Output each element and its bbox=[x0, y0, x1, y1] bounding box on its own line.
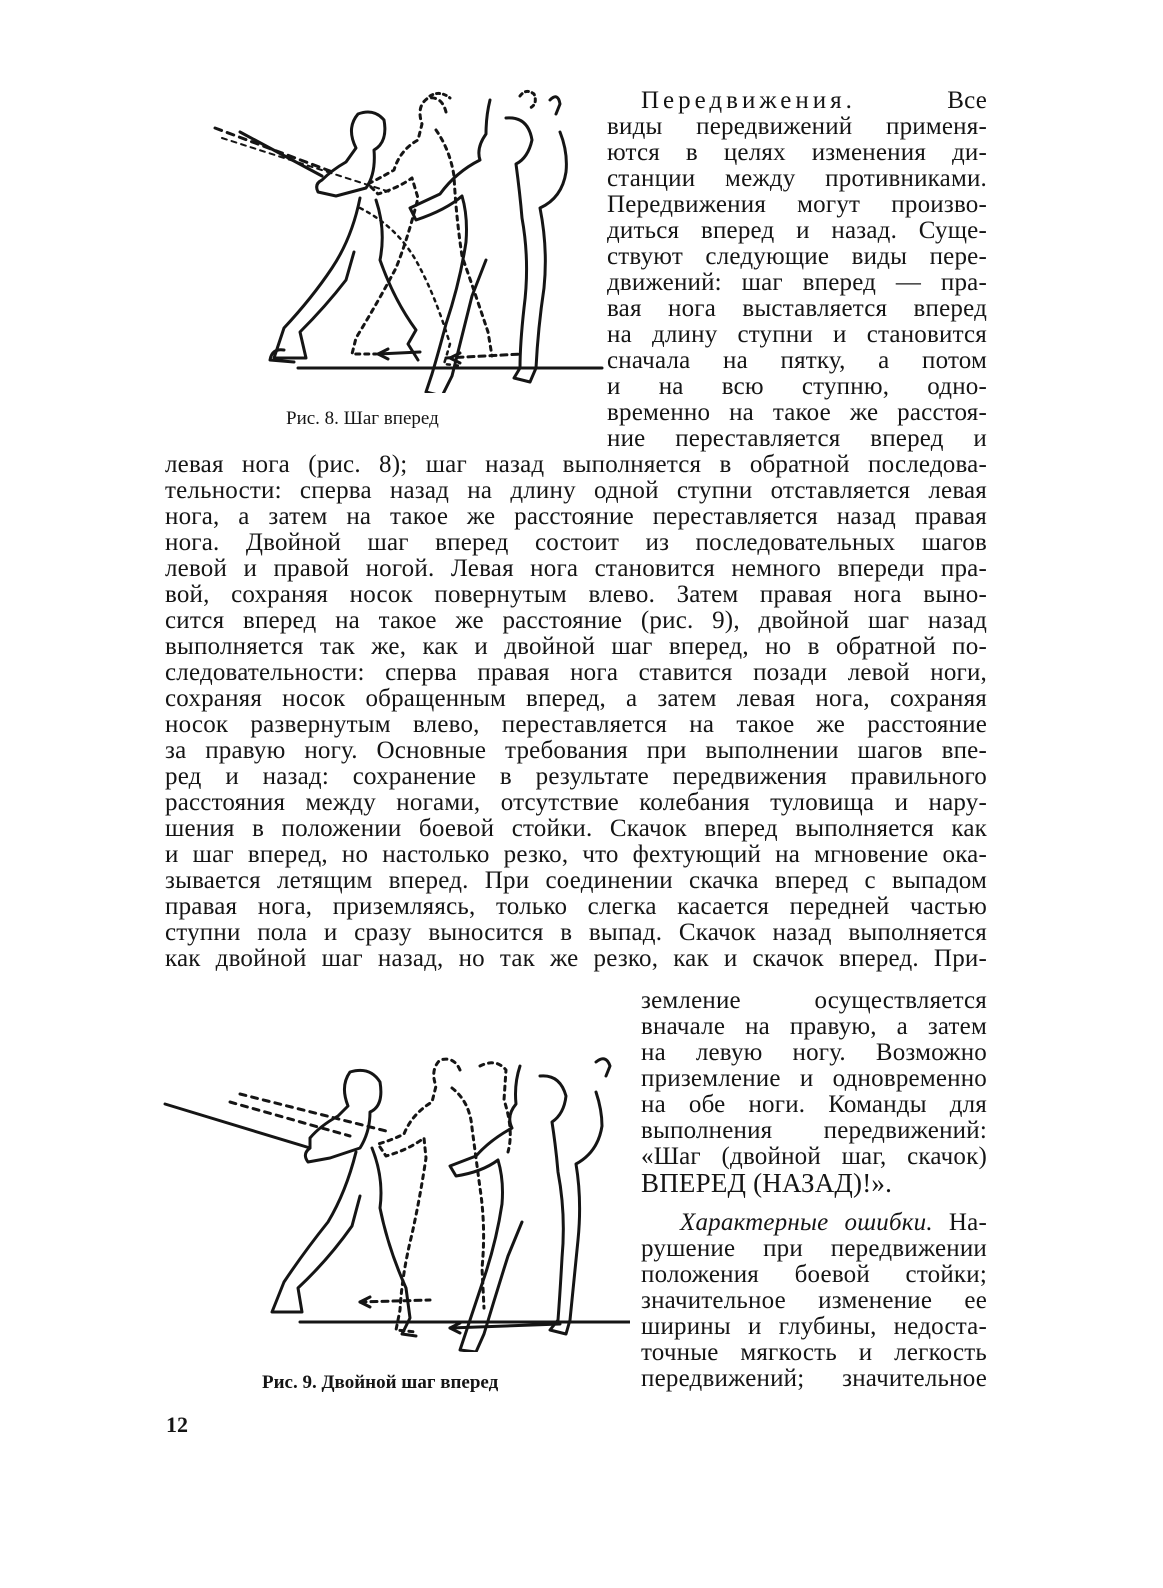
text-line: за правую ногу. Основные требования при выполнении шагов впе- bbox=[165, 737, 987, 764]
text-line: и на всю ступню, одно- bbox=[607, 373, 987, 400]
text-line: тельности: сперва назад на длину одной ступни отставляется левая bbox=[165, 477, 987, 504]
text-line: нога. Двойной шаг вперед состоит из последовательных шагов bbox=[165, 529, 987, 556]
text-line: ред и назад: сохранение в результате передвижения правильного bbox=[165, 763, 987, 790]
section-heading: Передвижения. bbox=[641, 87, 856, 114]
text-line: диться вперед и назад. Суще- bbox=[607, 217, 987, 244]
heading-line bbox=[641, 88, 987, 114]
text-line: выполняется так же, как и двойной шаг вперед, но в обратной по- bbox=[165, 633, 987, 660]
text-line: расстояния между ногами, отсутствие колебания туловища и нару- bbox=[165, 789, 987, 816]
text-line: сначала на пятку, а потом bbox=[607, 347, 987, 374]
text-line: и шаг вперед, но настолько резко, что фехтующий на мгновение ока- bbox=[165, 841, 987, 868]
text-line: движений: шаг вперед — пра- bbox=[607, 269, 987, 296]
subheading-line bbox=[680, 1210, 987, 1236]
text-line: следовательности: сперва правая нога ставится позади левой ноги, bbox=[165, 659, 987, 686]
text-line: значительное изменение ее bbox=[641, 1287, 987, 1314]
heading-line-rest: Все bbox=[947, 87, 987, 114]
figure-double-step-forward-illustration bbox=[160, 1052, 630, 1352]
text-line: сится вперед на такое же расстояние (рис. 9), двойной шаг назад bbox=[165, 607, 987, 634]
text-line: на длину ступни и становится bbox=[607, 321, 987, 348]
text-line: Передвижения могут произво- bbox=[607, 191, 987, 218]
text-line: ствуют следующие виды пере- bbox=[607, 243, 987, 270]
text-line: нога, а затем на такое же расстояние переставляется назад правая bbox=[165, 503, 987, 530]
text-line: шения в положении боевой стойки. Скачок вперед выполняется как bbox=[165, 815, 987, 842]
subheading: Характерные ошибки. bbox=[680, 1209, 933, 1236]
text-line: временно на такое же расстоя- bbox=[607, 399, 987, 426]
text-line: на обе ноги. Команды для bbox=[641, 1091, 987, 1118]
figure-8-caption: Рис. 8. Шаг вперед bbox=[286, 408, 439, 429]
text-line: ступни пола и сразу выносится в выпад. Скачок назад выполняется bbox=[165, 919, 987, 946]
text-line: правая нога, приземляясь, только слегка касается передней частью bbox=[165, 893, 987, 920]
text-line: вая нога выставляется вперед bbox=[607, 295, 987, 322]
text-line: левая нога (рис. 8); шаг назад выполняется в обратной последова- bbox=[165, 451, 987, 478]
text-line: на левую ногу. Возможно bbox=[641, 1039, 987, 1066]
text-line: зывается летящим вперед. При соединении скачка вперед с выпадом bbox=[165, 867, 987, 894]
text-line: точные мягкость и легкость bbox=[641, 1339, 987, 1366]
figure-step-forward-illustration bbox=[210, 88, 610, 393]
text-line: левой и правой ногой. Левая нога становится немного впереди пра- bbox=[165, 555, 987, 582]
text-line: носок развернутым влево, переставляется на такое же расстояние bbox=[165, 711, 987, 738]
text-line: ширины и глубины, недоста- bbox=[641, 1313, 987, 1340]
text-line: рушение при передвижении bbox=[641, 1235, 987, 1262]
text-line: приземление и одновременно bbox=[641, 1065, 987, 1092]
text-line: земление осуществляется bbox=[641, 987, 987, 1014]
text-line: «Шаг (двойной шаг, скачок) bbox=[641, 1143, 987, 1170]
text-line: выполнения передвижений: bbox=[641, 1117, 987, 1144]
text-line: вой, сохраняя носок повернутым влево. Затем правая нога выно- bbox=[165, 581, 987, 608]
text-line: ние переставляется вперед и bbox=[607, 425, 987, 452]
subheading-line-rest: На- bbox=[948, 1209, 987, 1236]
text-line: передвижений; значительное bbox=[641, 1365, 987, 1392]
text-line: сохраняя носок обращенным вперед, а затем левая нога, сохраняя bbox=[165, 685, 987, 712]
text-line: положения боевой стойки; bbox=[641, 1261, 987, 1288]
text-line: ВПЕРЕД (НАЗАД)!». bbox=[641, 1168, 893, 1198]
text-line: как двойной шаг назад, но так же резко, как и скачок вперед. При- bbox=[165, 945, 987, 972]
figure-9-caption: Рис. 9. Двойной шаг вперед bbox=[262, 1372, 499, 1393]
text-line: вначале на правую, а затем bbox=[641, 1013, 987, 1040]
text-line: станции между противниками. bbox=[607, 165, 987, 192]
text-line: виды передвижений применя- bbox=[607, 113, 987, 140]
page-number: 12 bbox=[166, 1412, 188, 1437]
text-line: ются в целях изменения ди- bbox=[607, 139, 987, 166]
